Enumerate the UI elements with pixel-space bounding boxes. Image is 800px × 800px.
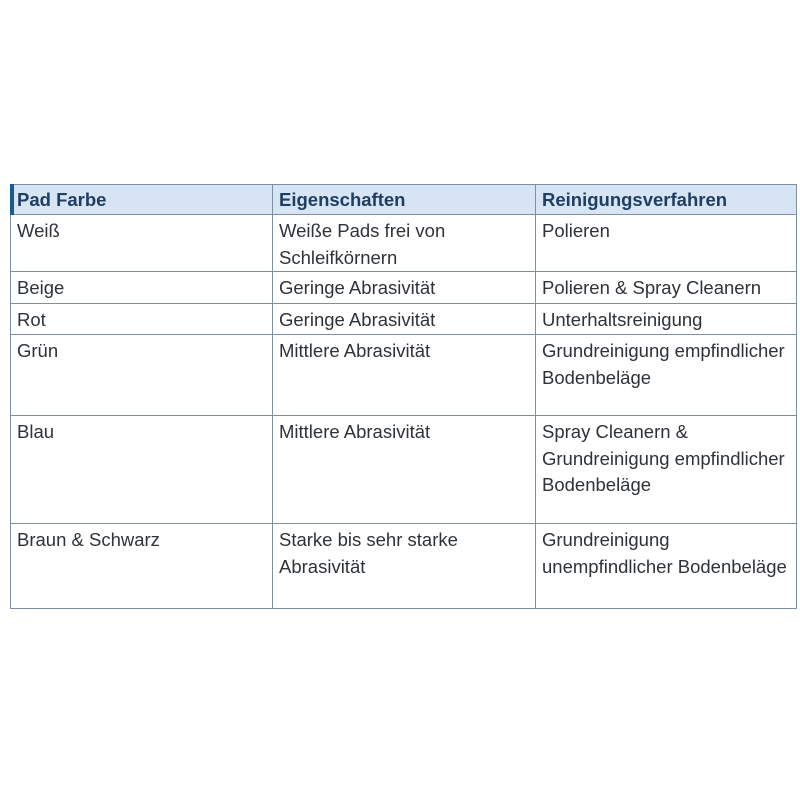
cell-eigenschaften: Starke bis sehr starke Abrasivität — [273, 524, 536, 609]
pad-color-table — [10, 184, 796, 609]
table-header-row — [11, 185, 797, 215]
table-row — [11, 304, 797, 335]
cell-reinigungsverfahren: Spray Cleanern & Grundreinigung empfindlicher Bodenbeläge — [536, 416, 797, 524]
cell-pad-farbe: Weiß — [11, 215, 273, 272]
cell-eigenschaften: Mittlere Abrasivität — [273, 335, 536, 416]
cell-reinigungsverfahren: Grundreinigung unempfindlicher Bodenbeläge — [536, 524, 797, 609]
header-eigenschaften: Eigenschaften — [273, 185, 536, 215]
cell-pad-farbe: Blau — [11, 416, 273, 524]
cell-pad-farbe: Rot — [11, 304, 273, 335]
cell-reinigungsverfahren: Unterhaltsreinigung — [536, 304, 797, 335]
table-row — [11, 524, 797, 609]
cell-reinigungsverfahren: Polieren — [536, 215, 797, 272]
cell-eigenschaften: Geringe Abrasivität — [273, 272, 536, 304]
table-row — [11, 416, 797, 524]
cell-reinigungsverfahren: Grundreinigung empfindlicher Bodenbeläge — [536, 335, 797, 416]
cell-eigenschaften: Weiße Pads frei von Schleifkörnern — [273, 215, 536, 272]
cell-pad-farbe: Braun & Schwarz — [11, 524, 273, 609]
header-reinigungsverfahren: Reinigungsverfahren — [536, 185, 797, 215]
cell-pad-farbe: Beige — [11, 272, 273, 304]
cell-reinigungsverfahren: Polieren & Spray Cleanern — [536, 272, 797, 304]
cell-pad-farbe: Grün — [11, 335, 273, 416]
table-row — [11, 272, 797, 304]
cell-eigenschaften: Geringe Abrasivität — [273, 304, 536, 335]
table-row — [11, 335, 797, 416]
table-row — [11, 215, 797, 272]
header-pad-farbe: Pad Farbe — [11, 185, 273, 215]
pad-table — [10, 184, 797, 609]
header-accent-bar — [10, 184, 14, 215]
cell-eigenschaften: Mittlere Abrasivität — [273, 416, 536, 524]
